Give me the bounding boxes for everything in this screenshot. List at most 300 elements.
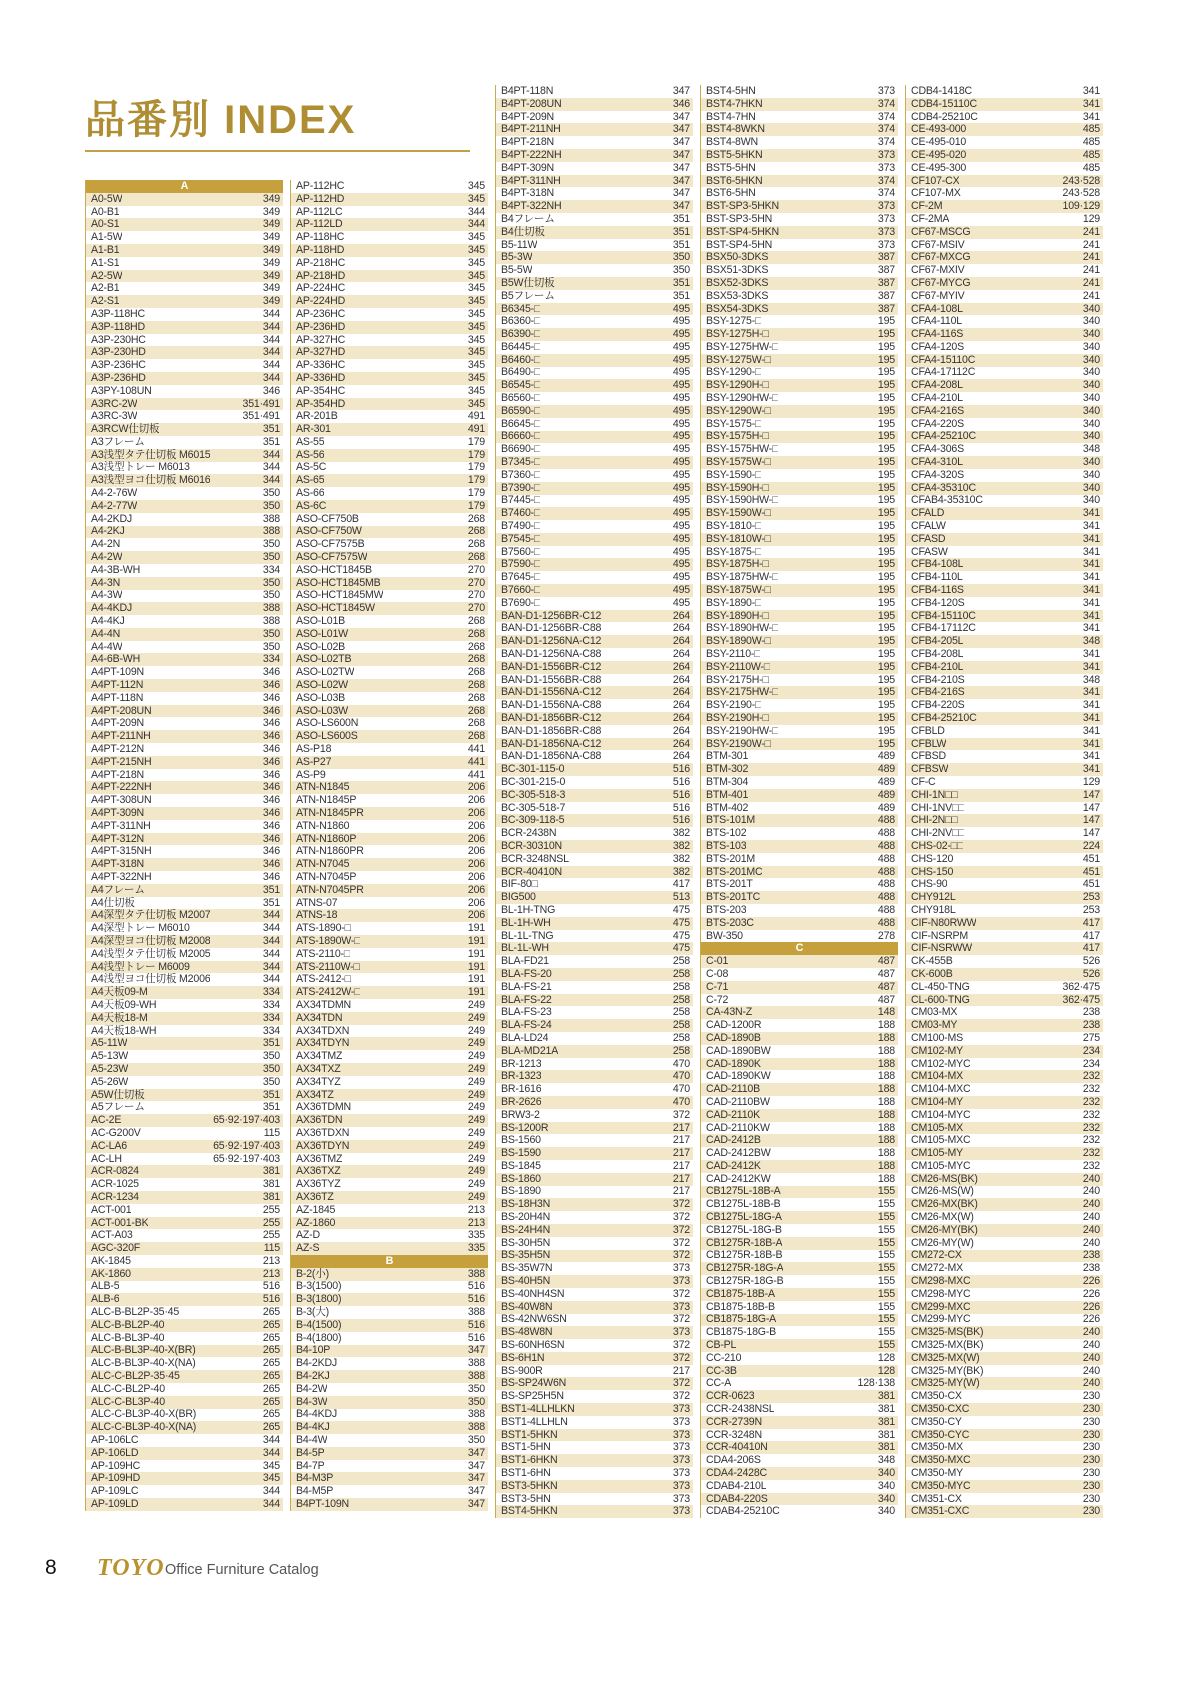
index-row	[906, 750, 1103, 763]
index-row	[291, 948, 488, 961]
product-code: A4PT-311NH	[91, 819, 151, 832]
index-row	[496, 1288, 693, 1301]
index-row	[701, 789, 898, 802]
index-row	[701, 175, 898, 188]
product-code: AP-109HD	[91, 1472, 141, 1485]
page-ref: 230	[1082, 1479, 1100, 1492]
product-code: BLA-MD21A	[501, 1044, 559, 1057]
product-code: ACT-001	[91, 1203, 132, 1216]
product-code: A4-3N	[91, 576, 121, 589]
index-row	[86, 820, 283, 833]
page-ref: 255	[262, 1229, 280, 1242]
page-ref: 374	[877, 110, 895, 123]
index-row	[701, 917, 898, 930]
page-ref: 350	[262, 551, 280, 564]
page-ref: 381	[262, 1178, 280, 1191]
product-code: CDAB4-220S	[706, 1492, 768, 1505]
page-ref: 495	[672, 532, 690, 545]
product-code: BAN-D1-1256BR-C88	[501, 622, 602, 635]
index-row	[291, 692, 488, 705]
product-code: B6660-□	[501, 430, 541, 443]
product-code: CM104-MYC	[911, 1108, 971, 1121]
page-ref: 345	[467, 359, 485, 372]
product-code: CHI-1NV□□	[911, 801, 965, 814]
page-ref: 346	[262, 845, 280, 858]
index-row	[291, 308, 488, 321]
index-row	[291, 973, 488, 986]
product-code: B-2(小)	[296, 1267, 329, 1280]
index-row	[906, 968, 1103, 981]
product-code: CFAB4-35310C	[911, 494, 983, 507]
product-code: A3PY-108UN	[91, 384, 152, 397]
page-ref: 349	[262, 256, 280, 269]
product-code: A4PT-109N	[91, 666, 144, 679]
index-row	[701, 239, 898, 252]
product-code: A1-5W	[91, 231, 123, 244]
page-ref: 417	[1082, 942, 1100, 955]
product-code: BSY-1875-□	[706, 545, 762, 558]
page-ref: 179	[467, 448, 485, 461]
page-ref: 451	[1082, 878, 1100, 891]
page-ref: 345	[467, 282, 485, 295]
page-ref: 388	[262, 602, 280, 615]
product-code: A5フレーム	[91, 1101, 145, 1114]
index-row	[496, 1275, 693, 1288]
page-ref: 470	[672, 1070, 690, 1083]
page-ref: 351	[262, 1101, 280, 1114]
page-ref: 255	[262, 1203, 280, 1216]
page-ref: 347	[467, 1459, 485, 1472]
index-row	[291, 935, 488, 948]
page-ref: 206	[467, 870, 485, 883]
index-row	[291, 730, 488, 743]
index-row	[701, 1326, 898, 1339]
page-ref: 495	[672, 545, 690, 558]
index-row	[86, 961, 283, 974]
product-code: BAN-D1-1556BR-C12	[501, 660, 602, 673]
page-ref: 241	[1082, 264, 1100, 277]
page-ref: 344	[262, 1498, 280, 1511]
index-row	[496, 1070, 693, 1083]
product-code: AP-336HC	[296, 359, 346, 372]
index-row	[86, 282, 283, 295]
page-ref: 230	[1082, 1403, 1100, 1416]
index-row	[86, 449, 283, 462]
page-ref: 346	[262, 679, 280, 692]
product-code: CHS-150	[911, 865, 954, 878]
index-row	[906, 1186, 1103, 1199]
page-ref: 232	[1082, 1108, 1100, 1121]
index-row	[906, 827, 1103, 840]
product-code: B7445-□	[501, 494, 541, 507]
index-row	[496, 622, 693, 635]
product-code: CM26-MS(BK)	[911, 1172, 978, 1185]
page-ref: 351	[672, 225, 690, 238]
product-code: BS-1590	[501, 1147, 541, 1160]
page-ref: 340	[1082, 494, 1100, 507]
page-ref: 373	[672, 1454, 690, 1467]
page-ref: 344	[262, 1485, 280, 1498]
page-ref: 387	[877, 264, 895, 277]
index-row	[496, 213, 693, 226]
product-code: CF-C	[911, 775, 936, 788]
product-code: CAD-1890KW	[706, 1070, 771, 1083]
index-row	[496, 1160, 693, 1173]
product-code: BTS-201TC	[706, 891, 761, 904]
product-code: CB1275R-18G-A	[706, 1262, 784, 1275]
page-ref: 249	[467, 1114, 485, 1127]
index-row	[906, 1134, 1103, 1147]
index-row	[701, 431, 898, 444]
index-row	[291, 1242, 488, 1255]
product-code: BTM-401	[706, 788, 749, 801]
product-code: A3浅型ヨコ仕切板 M6016	[91, 474, 211, 487]
page-ref: 341	[1082, 699, 1100, 712]
page-ref: 232	[1082, 1134, 1100, 1147]
product-code: AS-65	[296, 474, 325, 487]
index-row	[701, 85, 898, 98]
product-code: AP-354HC	[296, 384, 346, 397]
page-ref: 213	[262, 1267, 280, 1280]
index-row	[496, 763, 693, 776]
product-code: BCR-2438N	[501, 827, 557, 840]
product-code: B-3(1500)	[296, 1280, 342, 1293]
product-code: ASO-CF750B	[296, 512, 359, 525]
index-row	[906, 917, 1103, 930]
product-code: B6545-□	[501, 379, 541, 392]
index-row	[906, 981, 1103, 994]
index-row	[291, 1076, 488, 1089]
index-row	[701, 674, 898, 687]
index-row	[291, 218, 488, 231]
page-ref: 373	[672, 1428, 690, 1441]
product-code: CFBSW	[911, 763, 949, 776]
product-code: CF67-MSIV	[911, 238, 965, 251]
page-ref: 350	[262, 487, 280, 500]
product-code: CAD-2412BW	[706, 1147, 771, 1160]
index-row	[496, 1134, 693, 1147]
index-row	[701, 1275, 898, 1288]
index-row	[906, 955, 1103, 968]
product-code: A4フレーム	[91, 883, 145, 896]
page-ref: 347	[672, 123, 690, 136]
product-code: CCR-2739N	[706, 1415, 762, 1428]
page-ref: 345	[467, 192, 485, 205]
page-ref: 485	[1082, 136, 1100, 149]
index-row	[496, 968, 693, 981]
index-row	[496, 1467, 693, 1480]
index-row	[701, 507, 898, 520]
product-code: B7560-□	[501, 545, 541, 558]
page-ref: 249	[467, 1178, 485, 1191]
product-code: AS-6C	[296, 499, 327, 512]
page-ref: 513	[672, 891, 690, 904]
index-row	[496, 520, 693, 533]
page-ref: 258	[672, 955, 690, 968]
product-code: ASO-L01W	[296, 627, 348, 640]
product-code: AP-112HD	[296, 192, 345, 205]
page-ref: 195	[877, 635, 895, 648]
index-row	[86, 1204, 283, 1217]
index-row	[906, 379, 1103, 392]
product-code: A3P-230HD	[91, 346, 146, 359]
page-ref: 258	[672, 1044, 690, 1057]
page-ref: 344	[262, 359, 280, 372]
index-row	[291, 1447, 488, 1460]
product-code: AP-236HD	[296, 320, 346, 333]
index-row	[496, 712, 693, 725]
index-row	[86, 909, 283, 922]
index-row	[86, 730, 283, 743]
page-ref: 268	[467, 615, 485, 628]
index-row	[86, 858, 283, 871]
product-code: AP-224HC	[296, 282, 346, 295]
index-row	[291, 961, 488, 974]
product-code: A4-3B-WH	[91, 563, 141, 576]
index-row	[291, 500, 488, 513]
page-ref: 388	[467, 1408, 485, 1421]
product-code: CM26-MY(W)	[911, 1236, 974, 1249]
product-code: AP-224HD	[296, 295, 346, 308]
index-row	[906, 712, 1103, 725]
page-ref: 334	[262, 986, 280, 999]
index-row	[701, 1109, 898, 1122]
product-code: CDB4-1418C	[911, 84, 973, 97]
product-code: CFB4-110L	[911, 571, 963, 584]
product-code: ACR-1025	[91, 1178, 139, 1191]
index-row	[86, 1345, 283, 1358]
product-code: A4PT-218N	[91, 768, 144, 781]
index-row	[701, 1006, 898, 1019]
product-code: A4PT-208UN	[91, 704, 152, 717]
product-code: CHS-90	[911, 878, 948, 891]
page-ref: 350	[262, 538, 280, 551]
index-row	[291, 1165, 488, 1178]
page-ref: 373	[672, 1415, 690, 1428]
page-ref: 351	[672, 238, 690, 251]
index-row	[701, 1045, 898, 1058]
index-row	[906, 930, 1103, 943]
product-code: BSY-1875W-□	[706, 584, 771, 597]
page-ref: 346	[262, 755, 280, 768]
product-code: A4PT-322NH	[91, 870, 152, 883]
index-row	[701, 520, 898, 533]
product-code: AX34TDYN	[296, 1037, 350, 1050]
product-code: CM350-MY	[911, 1467, 963, 1480]
page-ref: 495	[672, 302, 690, 315]
index-row	[496, 1429, 693, 1442]
index-row	[496, 904, 693, 917]
page-ref: 346	[262, 666, 280, 679]
index-row	[86, 1447, 283, 1460]
index-row	[906, 1339, 1103, 1352]
product-code: CDAB4-210L	[706, 1479, 767, 1492]
index-row	[291, 845, 488, 858]
product-code: BAN-D1-1856NA-C12	[501, 737, 602, 750]
index-row	[291, 897, 488, 910]
index-row	[906, 1019, 1103, 1032]
index-row	[496, 431, 693, 444]
page-ref: 372	[672, 1211, 690, 1224]
page-ref: 195	[877, 328, 895, 341]
index-row	[496, 674, 693, 687]
page-ref: 347	[467, 1446, 485, 1459]
page-ref: 264	[672, 635, 690, 648]
page-ref: 351	[262, 896, 280, 909]
page-ref: 341	[1082, 660, 1100, 673]
page-ref: 191	[467, 986, 485, 999]
page-ref: 188	[877, 1057, 895, 1070]
index-row	[701, 1147, 898, 1160]
index-row	[291, 1140, 488, 1153]
index-row	[86, 717, 283, 730]
page-ref: 226	[1082, 1300, 1100, 1313]
index-row	[701, 1352, 898, 1365]
product-code: BAN-D1-1556BR-C88	[501, 673, 602, 686]
product-code: AP-112LD	[296, 218, 343, 231]
page-ref: 350	[672, 264, 690, 277]
index-row	[86, 1050, 283, 1063]
page-ref: 373	[672, 1467, 690, 1480]
page-ref: 488	[877, 891, 895, 904]
product-code: B6360-□	[501, 315, 541, 328]
page-ref: 475	[672, 942, 690, 955]
index-row	[86, 1319, 283, 1332]
page-ref: 249	[467, 1139, 485, 1152]
product-code: C-08	[706, 967, 729, 980]
index-row	[906, 686, 1103, 699]
product-code: A4PT-309N	[91, 807, 144, 819]
page-ref: 491	[467, 410, 485, 423]
page-ref: 350	[262, 589, 280, 602]
index-row	[496, 469, 693, 482]
page-ref: 264	[672, 609, 690, 622]
product-code: BSY-1275W-□	[706, 353, 771, 366]
product-code: CAD-1200R	[706, 1019, 762, 1032]
index-row	[291, 884, 488, 897]
index-row	[701, 213, 898, 226]
product-code: BSY-2110W-□	[706, 660, 771, 673]
product-code: CFA4-25210C	[911, 430, 976, 443]
index-row	[86, 206, 283, 219]
product-code: B4PT-109N	[296, 1498, 349, 1511]
product-code: B4-4KDJ	[296, 1408, 337, 1421]
product-code: BAN-D1-1856BR-C12	[501, 712, 602, 724]
index-row	[906, 674, 1103, 687]
product-code: BS-6H1N	[501, 1351, 545, 1364]
index-row	[496, 1083, 693, 1096]
product-code: BR-1213	[501, 1057, 542, 1070]
index-row	[86, 1498, 283, 1511]
product-code: BL-1L-WH	[501, 942, 549, 955]
page-ref: 470	[672, 1057, 690, 1070]
page-ref: 340	[1082, 404, 1100, 417]
page-ref: 344	[262, 371, 280, 384]
product-code: CFB4-25210C	[911, 712, 977, 724]
index-row	[291, 909, 488, 922]
index-row	[906, 469, 1103, 482]
page-ref: 344	[262, 1434, 280, 1447]
product-code: BR-1323	[501, 1070, 542, 1083]
page-ref: 206	[467, 909, 485, 922]
page-ref: 382	[672, 827, 690, 840]
index-row	[906, 891, 1103, 904]
product-code: BST1-6HKN	[501, 1454, 558, 1467]
page-ref: 240	[1082, 1236, 1100, 1249]
product-code: BSY-1810W-□	[706, 532, 771, 545]
product-code: BS-40H5N	[501, 1275, 551, 1288]
index-row	[86, 551, 283, 564]
product-code: BR-2626	[501, 1095, 542, 1108]
index-row	[496, 443, 693, 456]
page-ref: 441	[467, 743, 485, 756]
index-row	[906, 533, 1103, 546]
product-code: AP-109LD	[91, 1498, 139, 1511]
page-ref: 374	[877, 97, 895, 110]
index-row	[906, 1070, 1103, 1083]
product-code: CM298-MYC	[911, 1287, 971, 1300]
product-code: CB1275L-18G-B	[706, 1223, 782, 1236]
index-row	[291, 1037, 488, 1050]
index-row	[291, 1370, 488, 1383]
product-code: BAN-D1-1256NA-C88	[501, 648, 602, 661]
product-code: AP-218HD	[296, 269, 346, 282]
index-row	[86, 1191, 283, 1204]
product-code: B4-2W	[296, 1382, 328, 1395]
index-row	[701, 968, 898, 981]
index-row	[86, 653, 283, 666]
page-ref: 213	[262, 1254, 280, 1267]
page-ref: 347	[672, 136, 690, 149]
index-row	[701, 648, 898, 661]
index-row	[86, 948, 283, 961]
index-row	[701, 277, 898, 290]
page-ref: 341	[1082, 609, 1100, 622]
page-ref: 265	[262, 1382, 280, 1395]
page-ref: 191	[467, 973, 485, 986]
page-ref: 264	[672, 648, 690, 661]
product-code: BL-1H-WH	[501, 916, 551, 929]
product-code: BS-1890	[501, 1185, 541, 1198]
product-code: B4-4W	[296, 1434, 328, 1447]
page-ref: 155	[877, 1287, 895, 1300]
index-column-2	[290, 180, 488, 1511]
product-code: C-72	[706, 993, 729, 1006]
product-code: BST6-5HKN	[706, 174, 763, 187]
index-row	[701, 354, 898, 367]
product-code: AC-LA6	[91, 1139, 127, 1152]
page-ref: 268	[467, 538, 485, 551]
page-ref: 341	[1082, 648, 1100, 661]
index-row	[906, 367, 1103, 380]
index-row	[496, 1441, 693, 1454]
index-row	[701, 686, 898, 699]
index-row	[906, 431, 1103, 444]
page-ref: 188	[877, 1095, 895, 1108]
index-row	[291, 474, 488, 487]
product-code: CM298-MXC	[911, 1275, 971, 1288]
page-ref: 188	[877, 1031, 895, 1044]
product-code: BSY-1890-□	[706, 596, 762, 609]
page-ref: 217	[672, 1159, 690, 1172]
product-code: CF67-MXCG	[911, 251, 971, 264]
page-ref: 346	[262, 781, 280, 794]
index-row	[86, 1114, 283, 1127]
index-row	[291, 871, 488, 884]
page-ref: 373	[877, 200, 895, 213]
page-ref: 346	[262, 743, 280, 756]
page-ref: 191	[467, 947, 485, 960]
